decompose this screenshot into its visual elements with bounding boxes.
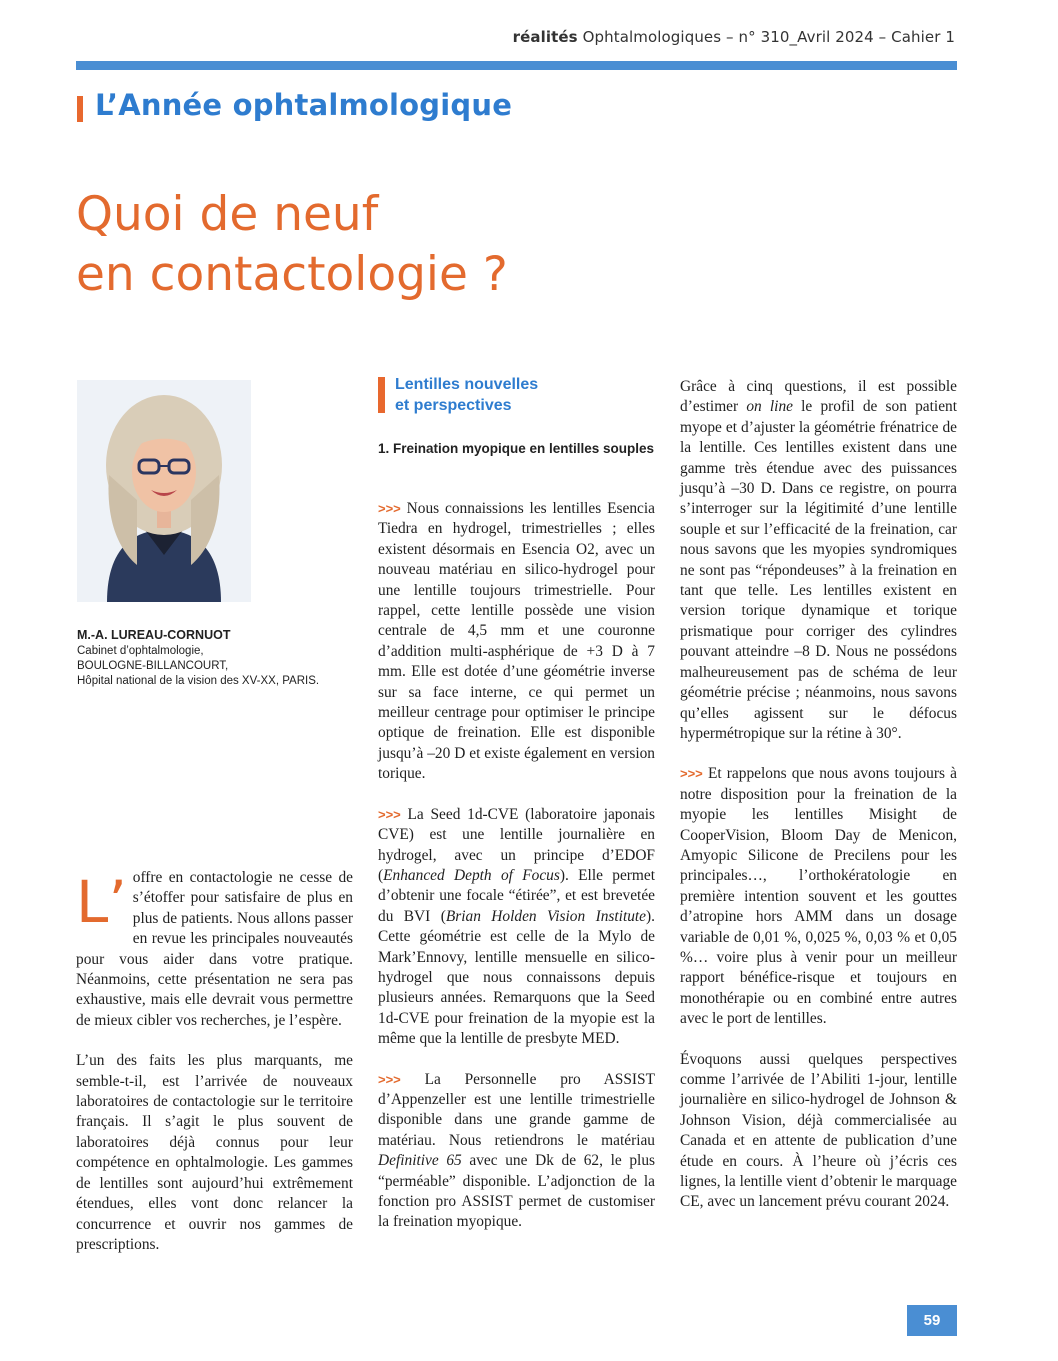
- middle-text-2c: ). Cette géométrie est celle de la Mylo de Mark’Ennovy, lentille mensuelle en silico-hydrogel que nous connaissons depuis plusieurs années. Remarquons que la Seed 1d-CVE pour freination de la myopie est la même que la lentille de presbyte MED.: [378, 907, 656, 1048]
- journal-issue: Ophtalmologiques – n° 310_Avril 2024 – Cahier 1: [582, 28, 955, 46]
- right-column: [680, 377, 957, 1213]
- middle-text-3a: La Personnelle pro ASSIST d’Appenzeller est une lentille trimestrielle disponible dans une grande gamme de matériau. Nous retiendrons le matériau: [378, 1070, 655, 1149]
- middle-text-1: Nous connaissions les lentilles Esencia Tiedra en hydrogel, trimestrielles ; elles existent désormais en Esencia O2, avec un nouveau matériau en silico-hydrogel pour une lentille toujours trimestrielle. Pour rappel, cette lentille possède une vision centrale de 4,5 mm et une couronne d’addition multi-asphérique de +3 D à 7 mm. Elle est dotée d’une géométrie inverse sur sa face interne, ce qui permet un meilleur centrage pour optimiser le principe optique de freination. Elle est disponible jusqu’à –20 D et existe également en version torique.: [378, 500, 655, 783]
- middle-text-2b: ). Elle permet d’obtenir une focale “étirée”, et est brevetée du BVI (: [378, 866, 655, 925]
- subsection-title-line2: et perspectives: [395, 397, 512, 414]
- right-text-1a: Grâce à cinq questions, il est possible d’estimer: [680, 378, 957, 416]
- article-title-line1: Quoi de neuf: [76, 187, 379, 242]
- subsection-title: [395, 374, 538, 416]
- intro-column: [76, 868, 353, 1255]
- author-affiliation-2: BOULOGNE-BILLANCOURT,: [77, 660, 229, 672]
- right-paragraph-3: Évoquons aussi quelques perspectives comme l’arrivée de l’Abiliti 1-jour, lentille journalière en silico-hydrogel de Johnson & Johnson Vision, déjà commercialisée au Canada et en attente de publication d’une étude en cours. À l’heure où j’écris ces lignes, la lentille vient d’obtenir le marquage CE, avec un lancement prévu courant 2024.: [680, 1050, 957, 1211]
- intro-paragraph-1: [76, 868, 353, 1031]
- subsection-title-line1: Lentilles nouvelles: [395, 376, 539, 393]
- right-text-1-italic: on line: [746, 398, 793, 416]
- section-marker: [77, 96, 83, 122]
- article-title: [76, 185, 508, 305]
- intro-paragraph-2: L’un des faits les plus marquants, me semble-t-il, est l’arrivée de nouveaux laboratoires de contactologie sur le territoire français. Il s’agit le plus souvent de laboratoires déjà connus pour leur compétence en ophtalmologie. Les gammes de lentilles sont aujourd’hui extrêmement étendues, elles vont donc relancer la concurrence et ouvrir nos gammes de prescriptions.: [76, 1052, 353, 1253]
- middle-paragraph-1: [378, 499, 655, 785]
- middle-text-2-italic-2: Brian Holden Vision Institute: [445, 907, 647, 925]
- author-photo: [77, 380, 251, 602]
- subsubsection-title: 1. Freination myopique en lentilles souples: [378, 441, 655, 456]
- right-paragraph-1: [680, 377, 957, 744]
- author-portrait-image: [77, 380, 251, 602]
- middle-text-3b: avec une Dk de 62, le plus “perméable” disponible. L’adjonction de la fonction pro ASSIST permet de customiser la freination myopique.: [378, 1152, 656, 1231]
- article-title-line2: en contactologie ?: [76, 247, 508, 302]
- middle-text-2a: La Seed 1d-CVE (laboratoire japonais CVE) est une lentille journalière en hydrogel, avec un principe d’EDOF (: [378, 805, 655, 884]
- intro-text-1: offre en contactologie ne cesse de s’étoffer pour satisfaire de plus en plus de patients. Nous allons passer en revue les principales nouveautés pour vous aider dans votre pratique. Néanmoins, cette présentation ne sera pas exhaustive, mais elle devrait vous permettre de mieux cibler vos recherches, je l’espère.: [76, 869, 353, 1029]
- author-name: M.-A. LUREAU-CORNUOT: [77, 628, 231, 642]
- right-paragraph-2: [680, 764, 957, 1029]
- middle-paragraph-2: [378, 805, 655, 1050]
- middle-paragraph-3: [378, 1070, 655, 1233]
- right-text-2: Et rappelons que nous avons toujours à notre disposition pour la freination de la myopie les lentilles Misight de CooperVision, Bloom Day de Menicon, Amyopic Silicone de Precilens pour les principales…, l’orthokératologie en première intention souvent et les gouttes d’atropine hors AMM dans un dosage variable de 0,01 %, 0,025 %, 0,03 % et 0,05 %… voire plus à venir pour un meilleur rapport bénéfice-risque et toujours en monothérapie ou en combiné entre autres avec le port de lentilles.: [680, 765, 957, 1028]
- middle-text-3-italic: Definitive 65: [378, 1152, 462, 1170]
- middle-column: [378, 499, 655, 1233]
- arrow-marker: >>>: [378, 1071, 401, 1087]
- arrow-marker: >>>: [378, 501, 401, 516]
- author-affiliation-1: Cabinet d’ophtalmologie,: [77, 645, 204, 657]
- page-number: 59: [907, 1305, 957, 1336]
- header-rule: [76, 61, 957, 70]
- section-title: L’Année ophtalmologique: [95, 88, 513, 122]
- middle-text-2-italic-1: Enhanced Depth of Focus: [383, 866, 560, 884]
- running-header: [513, 28, 955, 46]
- right-text-1b: le profil de son patient myope et d’ajuster la géométrie frénatrice de la lentille. Ces lentilles existent dans une gamme très étendue avec des puissances jusqu’à –30 D. Dans ce registre, on pourra s’interroger sur la légitimité d’une lentille souple et sur l’efficacité de la freination, car nous savons que les myopies syndromiques ne sont pas “répondeuses” à la freination en tant que telle. Les lentilles existent en version torique dynamique et torique prismatique pour corriger des cylindres pouvant atteindre –8 D. Nous ne possédons malheureusement pas de schéma de leur géométrie précise ; néanmoins, nous savons qu’elles agissent sur le défocus hypermétropique sur la rétine à 30°.: [680, 398, 957, 742]
- arrow-marker: >>>: [680, 766, 703, 782]
- subsection-marker: [378, 377, 385, 413]
- journal-brand: réalités: [512, 28, 578, 46]
- arrow-marker: >>>: [378, 806, 401, 822]
- author-affiliation-3: Hôpital national de la vision des XV-XX, PARIS.: [77, 675, 320, 687]
- drop-cap: L’: [76, 868, 127, 936]
